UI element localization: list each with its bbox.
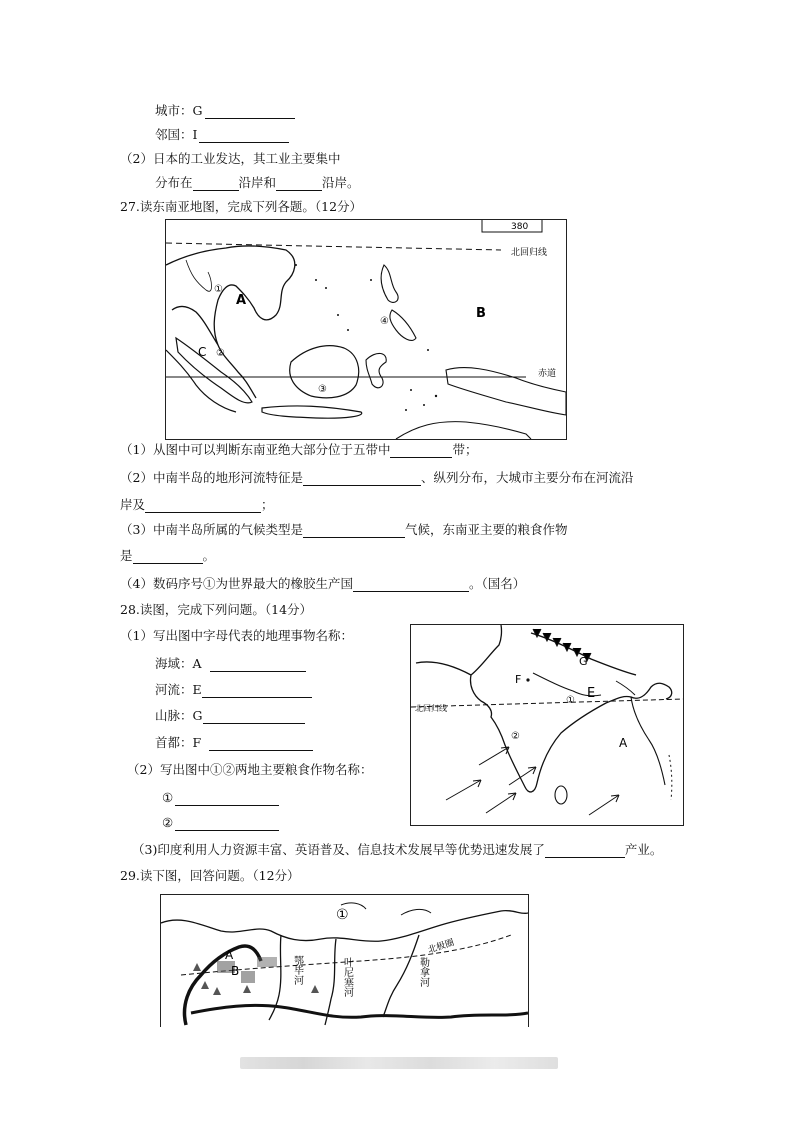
sa-label-F: F bbox=[515, 673, 522, 686]
q26-neighbor-label: 邻国：I bbox=[155, 127, 198, 142]
q27-s1-text: （1）从图中可以判断东南亚绝大部分位于五带中 bbox=[120, 442, 391, 457]
sa-tropic-label: 北回归线 bbox=[415, 704, 447, 713]
q27-s3 bbox=[120, 522, 567, 538]
sea-label-4: ④ bbox=[380, 316, 389, 327]
indochina-coast bbox=[166, 246, 295, 398]
q28-sea-blank[interactable] bbox=[210, 658, 306, 672]
sea-label-3: ③ bbox=[318, 384, 327, 395]
q27-s2-mid: 、纵列分布，大城市主要分布在河流沿 bbox=[420, 470, 634, 485]
q27-s3-cont-text: 是 bbox=[120, 548, 133, 563]
q28-capital-line bbox=[155, 735, 313, 751]
q29-title: 29.读下图，回答问题。（12分） bbox=[120, 868, 300, 883]
sea-tropic-label: 北回归线 bbox=[511, 248, 548, 258]
q28-crop1-label: ① bbox=[162, 790, 174, 805]
sumatra bbox=[176, 338, 252, 403]
q28-s3-tail: 产业。 bbox=[624, 842, 663, 857]
q28-capital-label: 首都：F bbox=[155, 735, 202, 750]
q27-s2-text: （2）中南半岛的地形河流特征是 bbox=[120, 470, 303, 485]
q26-sub2-line2 bbox=[155, 175, 360, 191]
q28-river-label: 河流：E bbox=[155, 682, 202, 697]
q28-capital-blank[interactable] bbox=[209, 737, 313, 751]
q27-s4-blank[interactable] bbox=[353, 578, 469, 592]
q28-crop2-line bbox=[162, 815, 279, 831]
q28-s3 bbox=[132, 842, 662, 858]
q27-s4-text: （4）数码序号①为世界最大的橡胶生产国 bbox=[120, 576, 353, 591]
q28-title: 28.读图，完成下列问题。（14分） bbox=[120, 602, 313, 617]
sa-label-A: A bbox=[619, 736, 628, 750]
lena-river bbox=[383, 935, 419, 1017]
q27-s2-blank1[interactable] bbox=[303, 472, 421, 486]
q27-title: 27.读东南亚地图，完成下列各题。（12分） bbox=[120, 199, 363, 214]
russia-south-border bbox=[191, 1005, 528, 1017]
q26-text-a: 分布在 bbox=[155, 175, 193, 190]
q28-s2: （2）写出图中①②两地主要粮食作物名称： bbox=[127, 762, 373, 777]
q27-s2-tail: ； bbox=[261, 497, 274, 512]
sea-label-A: A bbox=[236, 293, 247, 308]
southeast-asia-map bbox=[165, 219, 567, 440]
sulawesi bbox=[366, 353, 386, 387]
ru-arctic-label: 北极圈 bbox=[426, 937, 456, 956]
q28-crop1-line bbox=[162, 790, 279, 806]
q26-sub2-line1: （2）日本的工业发达，其工业主要集中 bbox=[120, 151, 341, 166]
q28-crop2-blank[interactable] bbox=[175, 817, 279, 831]
sa-label-1: ① bbox=[566, 695, 575, 706]
q27-s3-blank2[interactable] bbox=[133, 550, 203, 564]
ru-label-1: ① bbox=[336, 907, 349, 923]
sea-label-1: ① bbox=[214, 284, 223, 295]
q26-city-blank[interactable] bbox=[205, 105, 295, 119]
sa-label-G: G bbox=[579, 655, 588, 668]
ru-river-lena: 勒拿河 bbox=[417, 957, 429, 987]
q27-s2-cont-text: 岸及 bbox=[120, 497, 146, 512]
q28-crop1-blank[interactable] bbox=[175, 792, 279, 806]
q26-city-label: 城市：G bbox=[155, 103, 203, 118]
sea-label-2: ② bbox=[216, 348, 225, 359]
q26-text-b: 沿岸和 bbox=[238, 175, 277, 190]
q27-s1-blank[interactable] bbox=[390, 444, 452, 458]
ru-label-A: A bbox=[225, 948, 234, 962]
russia-map bbox=[160, 894, 529, 1027]
sea-scale-text: 380 bbox=[511, 222, 529, 232]
sri-lanka bbox=[555, 786, 567, 804]
q28-s3-text: （3)印度利用人力资源丰富、英语普及、信息技术发展早等优势迅速发展了 bbox=[132, 842, 545, 857]
q27-s3-mid: 气候，东南亚主要的粮食作物 bbox=[404, 522, 568, 537]
q27-s3-blank1[interactable] bbox=[303, 524, 405, 538]
q27-s4-tail: 。（国名） bbox=[468, 576, 526, 591]
java bbox=[262, 406, 362, 418]
q27-s1-tail: 带； bbox=[452, 442, 478, 457]
q26-blank-coast2[interactable] bbox=[276, 177, 322, 191]
q28-mountain-label: 山脉：G bbox=[155, 708, 203, 723]
yenisei-river bbox=[325, 939, 336, 1025]
q26-neighbor-line bbox=[155, 127, 289, 143]
south-asia-map bbox=[410, 624, 684, 826]
q28-sea-label: 海域：A bbox=[155, 656, 202, 671]
watermark-bar bbox=[240, 1057, 558, 1069]
q28-crop2-label: ② bbox=[162, 815, 174, 830]
q27-s2-blank2[interactable] bbox=[145, 499, 261, 513]
q28-s3-blank[interactable] bbox=[545, 844, 625, 858]
q27-s4 bbox=[120, 576, 525, 592]
q28-mountain-blank[interactable] bbox=[203, 710, 305, 724]
philippines bbox=[381, 265, 416, 340]
ru-river-yenisei: 叶尼塞河 bbox=[341, 957, 353, 997]
q26-neighbor-blank[interactable] bbox=[199, 129, 289, 143]
q27-s3-text: （3）中南半岛所属的气候类型是 bbox=[120, 522, 303, 537]
q26-blank-coast1[interactable] bbox=[193, 177, 239, 191]
sea-label-C: C bbox=[198, 345, 207, 359]
sa-label-2: ② bbox=[511, 731, 520, 742]
q27-s2-cont bbox=[120, 497, 274, 513]
q28-s1: （1）写出图中字母代表的地理事物名称： bbox=[120, 628, 353, 643]
q26-text-c: 沿岸。 bbox=[322, 175, 360, 190]
q26-city-line bbox=[155, 103, 295, 119]
q27-s3-cont bbox=[120, 548, 215, 564]
q28-river-line bbox=[155, 682, 312, 698]
sea-equator-label: 赤道 bbox=[538, 369, 557, 379]
q27-s1 bbox=[120, 442, 477, 458]
q28-river-blank[interactable] bbox=[202, 684, 312, 698]
q27-s3-tail: 。 bbox=[202, 548, 216, 563]
sea-label-B: B bbox=[476, 306, 486, 321]
sa-label-E: E bbox=[587, 686, 596, 701]
ru-label-B: B bbox=[231, 964, 240, 978]
ru-river-ob: 鄂毕河 bbox=[291, 955, 303, 985]
q28-sea-line bbox=[155, 656, 306, 672]
q28-mountain-line bbox=[155, 708, 305, 724]
q27-s2 bbox=[120, 470, 633, 486]
